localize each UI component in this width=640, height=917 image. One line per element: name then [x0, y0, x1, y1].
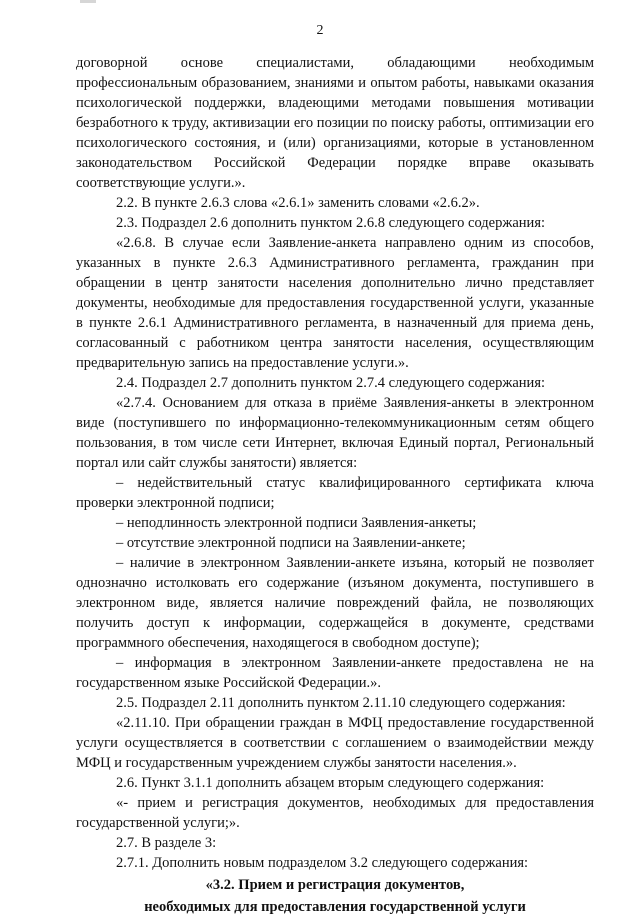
document-body — [76, 53, 594, 917]
paragraph-2-4: 2.4. Подраздел 2.7 дополнить пунктом 2.7.4 следующего содержания: — [116, 375, 546, 391]
section-heading-line-2: необходимых для предоставления государственной услуги — [144, 899, 526, 915]
paragraph-2-6: 2.6. Пункт 3.1.1 дополнить абзацем вторым следующего содержания: — [116, 775, 545, 791]
list-item: – информация в электронном Заявлении-анкете предоставлена не на государственном языке Российской Федерации.». — [76, 655, 594, 691]
paragraph-2-11-10: «2.11.10. При обращении граждан в МФЦ предоставление государственной услуги осуществляется в соответствии с соглашением о взаимодействии между МФЦ и государственным учреждением службы занятости населения.». — [76, 715, 594, 771]
paragraph-quote-item: «- прием и регистрация документов, необходимых для предоставления государственной услуги;». — [76, 795, 594, 831]
paragraph-2-7-1: 2.7.1. Дополнить новым подразделом 3.2 следующего содержания: — [116, 855, 529, 871]
scan-artifact — [80, 0, 96, 3]
paragraph-2-6-8: «2.6.8. В случае если Заявление-анкета направлено одним из способов, указанных в пункте 2.6.3 Административного регламента, гражданин при обращении в центр занятости населения дополнительно лично представляет документы, необходимые для предоставления государственной услуги, указанные в пункте 2.6.1 Административного регламента, в назначенный для приема день, согласованный с работником центра занятости населения, осуществляющим предварительную запись на предоставление услуги.». — [76, 235, 594, 371]
section-heading-line-1: «3.2. Прием и регистрация документов, — [205, 877, 465, 893]
paragraph-2-5: 2.5. Подраздел 2.11 дополнить пунктом 2.11.10 следующего содержания: — [116, 695, 566, 711]
page-number: 2 — [316, 23, 324, 38]
paragraph-continuation: договорной основе специалистами, обладающими необходимым профессиональным образованием, знаниями и опытом работы, навыками оказания психологической поддержки, владеющими методами повышения мотивации безработного к труду, активизации его позиции по поиску работы, оптимизации его психологического состояния, и (или) организациями, которые в установленном законодательством Российской Федерации порядке вправе оказывать соответствующие услуги.». — [76, 55, 594, 191]
list-item: – неподлинность электронной подписи Заявления-анкеты; — [116, 515, 477, 531]
list-item: – наличие в электронном Заявлении-анкете изъяна, который не позволяет однозначно истолковать его содержание (изъяном документа, поступившего в электронном виде, является наличие повреждений файла, не позволяющих получить доступ к информации, содержащейся в документе, средствами программного обеспечения, находящегося в свободном доступе); — [76, 555, 594, 651]
list-item: – недействительный статус квалифицированного сертификата ключа проверки электронной подписи; — [76, 475, 594, 511]
paragraph-2-2: 2.2. В пункте 2.6.3 слова «2.6.1» заменить словами «2.6.2». — [116, 195, 480, 211]
paragraph-2-7: 2.7. В разделе 3: — [116, 835, 217, 851]
list-item: – отсутствие электронной подписи на Заявлении-анкете; — [116, 535, 466, 551]
paragraph-2-7-4: «2.7.4. Основанием для отказа в приёме Заявления-анкеты в электронном виде (поступившего по информационно-телекоммуникационным сетям общего пользования, в том числе сети Интернет, включая Единый портал, Региональный портал или сайт службы занятости) является: — [76, 395, 594, 471]
paragraph-2-3: 2.3. Подраздел 2.6 дополнить пунктом 2.6.8 следующего содержания: — [116, 215, 546, 231]
